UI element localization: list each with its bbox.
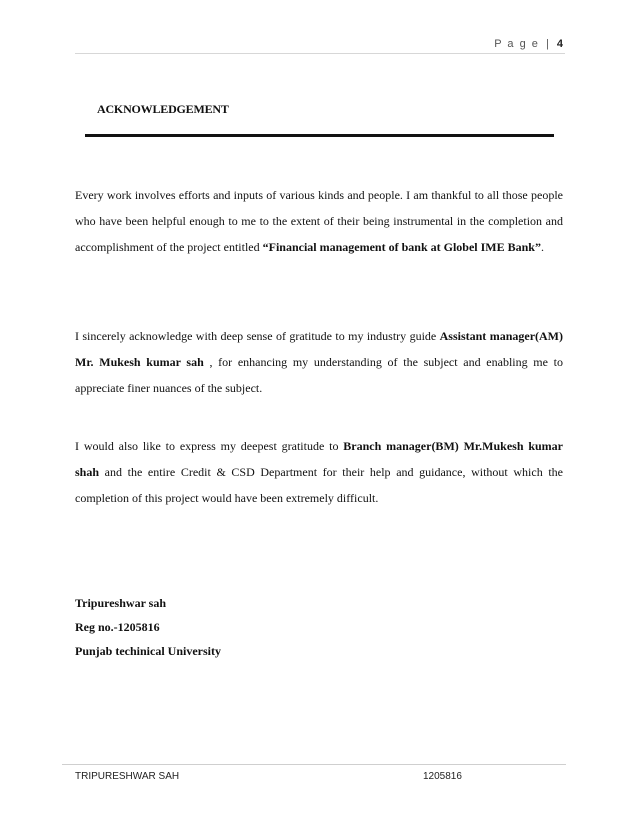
project-title: “Financial management of bank at Globel IME Bank” [262, 240, 541, 254]
footer-author: TRIPURESHWAR SAH [75, 771, 180, 782]
page-label: P a g e [494, 38, 540, 50]
title-underline [85, 134, 554, 137]
signature-university: Punjab techinical University [75, 644, 221, 658]
page-number: 4 [556, 38, 563, 50]
page-separator: | [545, 38, 551, 50]
paragraph-3-text-a: I would also like to express my deepest gratitude to [75, 439, 344, 453]
footer-reg-number: 1205816 [423, 771, 462, 782]
page-title: ACKNOWLEDGEMENT [97, 102, 229, 116]
paragraph-1 [75, 182, 563, 260]
signature-reg-no: Reg no.-1205816 [75, 620, 160, 634]
industry-guide-name: Assistant manager(AM) Mr. Mukesh kumar sah [75, 329, 564, 369]
paragraph-3 [75, 433, 563, 511]
paragraph-3-text-b: and the entire Credit & CSD Department for their help and guidance, without which the completion of this project would have been extremely difficult. [75, 465, 563, 505]
signature-name: Tripureshwar sah [75, 596, 167, 610]
footer-divider [62, 764, 566, 765]
header-divider [75, 53, 565, 54]
paragraph-2 [75, 323, 563, 401]
paragraph-1-text-b: . [540, 240, 544, 254]
page-number-header [494, 38, 563, 50]
paragraph-1-text-a: Every work involves efforts and inputs of various kinds and people. I am thankful to all those people who have been helpful enough to me to the extent of their being instrumental in the completion and accomplishment of the project entitled [75, 188, 563, 254]
branch-manager-name: Branch manager(BM) Mr.Mukesh kumar shah [75, 439, 563, 479]
paragraph-2-text-b: , for enhancing my understanding of the subject and enabling me to appreciate finer nuances of the subject. [75, 355, 563, 395]
paragraph-2-text-a: I sincerely acknowledge with deep sense of gratitude to my industry guide [75, 329, 440, 343]
